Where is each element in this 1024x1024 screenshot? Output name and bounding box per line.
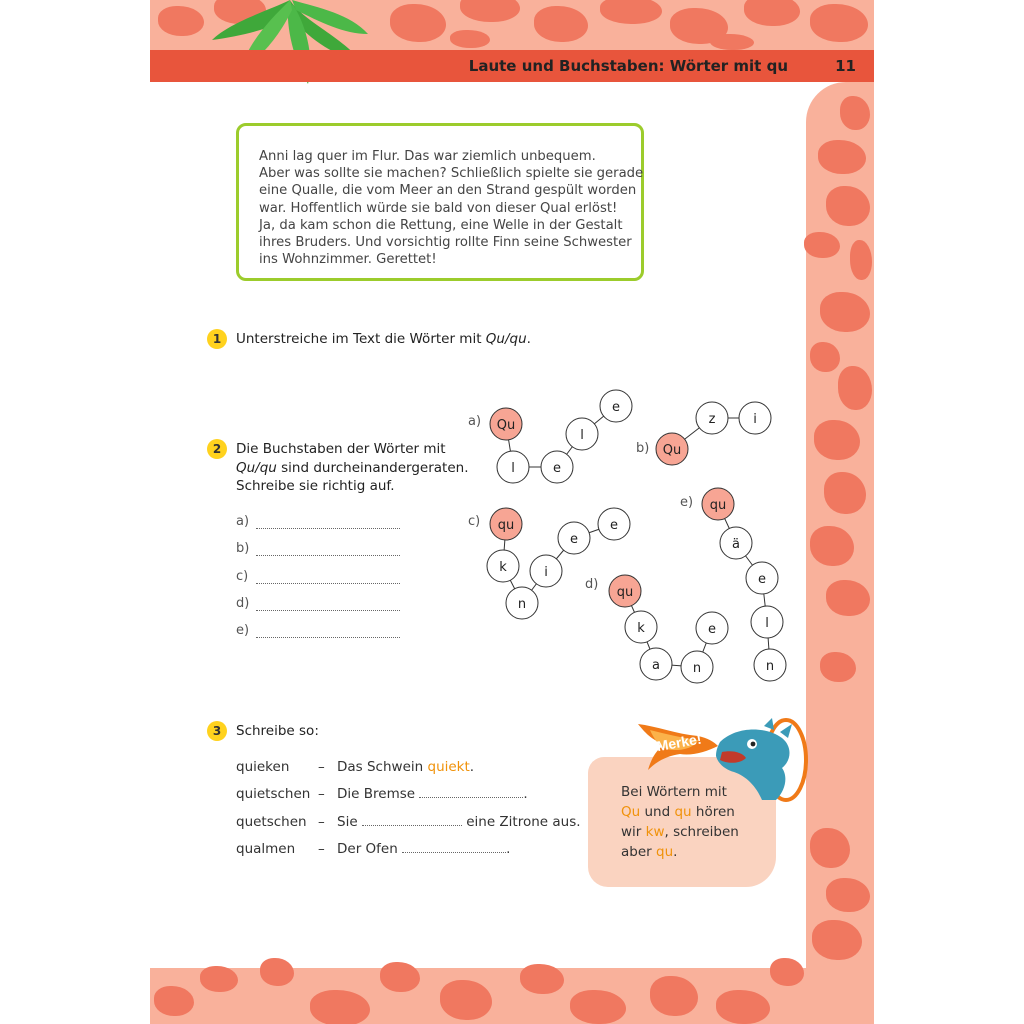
- bubble-letter: k: [499, 560, 507, 575]
- puzzle-label: d): [585, 577, 599, 592]
- bubble-letter: e: [758, 572, 766, 587]
- sentence: [337, 786, 528, 802]
- task2-text: sind durcheinandergeraten.: [276, 459, 469, 476]
- bubble-letter: z: [708, 412, 716, 427]
- dash: –: [318, 814, 325, 830]
- bubble-letter: qu: [709, 498, 727, 513]
- sentence-text: Die Bremse: [337, 786, 420, 802]
- task1-text: Unterstreiche im Text die Wörter mit: [236, 331, 486, 347]
- puzzle-d: [609, 575, 728, 683]
- sentence: [337, 759, 474, 775]
- merke-badge-text: Merke!: [655, 730, 703, 755]
- task1-italic: Qu/qu: [485, 331, 527, 347]
- verb: quetschen: [236, 814, 307, 830]
- merke-text-part: hören: [691, 804, 735, 820]
- bubble-letter: l: [580, 428, 584, 443]
- bubble-letter: ä: [732, 537, 740, 552]
- bubble-letter: k: [637, 621, 645, 636]
- verb: quietschen: [236, 786, 311, 802]
- verb: quieken: [236, 759, 290, 775]
- puzzle-e: [702, 488, 786, 681]
- bubble-letter: n: [517, 597, 527, 612]
- story-line: ihres Bruders. Und vorsichtig rollte Finn seine Schwester: [259, 235, 632, 251]
- task-number-badge: 1: [207, 329, 227, 349]
- story-line: war. Hoffentlich würde sie bald von dieser Qual erlöst!: [259, 200, 618, 216]
- page-number: 11: [835, 57, 856, 75]
- merke-text-part: , schreiben: [664, 824, 739, 840]
- task2-line: Die Buchstaben der Wörter mit: [236, 441, 446, 457]
- answer-label: d): [236, 596, 250, 611]
- merke-highlight: qu: [674, 804, 692, 820]
- task-number-badge: 3: [207, 721, 227, 741]
- bubble-letter: qu: [497, 518, 515, 533]
- puzzle-b: [656, 402, 771, 465]
- bubble-letter: i: [544, 565, 548, 580]
- answer-label: e): [236, 623, 250, 638]
- puzzle-a: [490, 390, 632, 483]
- merke-text-part: aber: [621, 844, 656, 860]
- sentence-text: Sie: [337, 814, 362, 830]
- task-number-badge: 2: [207, 439, 227, 459]
- puzzle-label: c): [468, 514, 481, 529]
- merke-text-part: .: [673, 844, 678, 860]
- bubble-letter: Qu: [662, 443, 682, 458]
- merke-line: [621, 802, 739, 822]
- sentence-text: Das Schwein: [337, 759, 428, 775]
- sentence-text: eine Zitrone aus.: [461, 814, 581, 830]
- story-line: Anni lag quer im Flur. Das war ziemlich unbequem.: [259, 149, 596, 164]
- bubble-letter: Qu: [496, 418, 516, 433]
- story-line: Ja, da kam schon die Rettung, eine Welle in der Gestalt: [259, 217, 623, 233]
- answer-line[interactable]: [362, 815, 462, 826]
- bubble-letter: n: [765, 659, 775, 674]
- puzzle-label: e): [680, 495, 694, 510]
- sentence-text: .: [469, 759, 475, 775]
- merke-line: [621, 822, 739, 842]
- task3-title: Schreibe so:: [236, 723, 319, 739]
- sentence: [337, 841, 510, 857]
- sentence-text: .: [506, 841, 511, 857]
- task2-italic: Qu/qu: [236, 459, 277, 476]
- dash: –: [318, 841, 325, 857]
- task2-line: Schreibe sie richtig auf.: [236, 478, 395, 494]
- bubble-letter: a: [652, 658, 660, 673]
- merke-badge: [646, 725, 716, 755]
- merke-text-part: wir: [621, 824, 646, 840]
- answer-label: c): [236, 569, 249, 584]
- sentence-text: .: [523, 786, 528, 802]
- answer-line[interactable]: [402, 842, 506, 853]
- story-line: ins Wohnzimmer. Gerettet!: [259, 252, 437, 268]
- bubble-letter: e: [612, 400, 620, 415]
- puzzle-c: [487, 508, 630, 619]
- puzzle-label: a): [468, 414, 482, 429]
- bubble-letter: e: [610, 518, 618, 533]
- merke-highlight: kw: [645, 824, 665, 840]
- story-line: eine Qualle, die vom Meer an den Strand gespült worden: [259, 183, 637, 199]
- bubble-letter: qu: [616, 585, 634, 600]
- bubble-letter: l: [511, 461, 515, 476]
- merke-line: Bei Wörtern mit: [621, 784, 727, 800]
- merke-text-part: und: [640, 804, 675, 820]
- bubble-letter: e: [708, 622, 716, 637]
- merke-line: [621, 842, 739, 862]
- sentence: [337, 814, 581, 830]
- sentence-text: Der Ofen: [337, 841, 403, 857]
- answer-label: b): [236, 541, 250, 556]
- answer-label: a): [236, 514, 250, 529]
- bubble-letter: i: [753, 412, 757, 427]
- merke-highlight: qu: [656, 844, 674, 860]
- bubble-letter: e: [553, 461, 561, 476]
- task1-period: .: [526, 331, 531, 347]
- answer-line[interactable]: [419, 787, 523, 798]
- merke-highlight: Qu: [621, 804, 641, 820]
- bubble-letter: l: [765, 616, 769, 631]
- bubble-letter: n: [692, 661, 702, 676]
- merke-text: [621, 782, 739, 862]
- bubble-letter: e: [570, 532, 578, 547]
- example-answer: quiekt: [427, 759, 470, 775]
- chapter-title: Laute und Buchstaben: Wörter mit qu: [468, 57, 788, 75]
- puzzle-label: b): [636, 441, 650, 456]
- dash: –: [318, 786, 325, 802]
- dash: –: [318, 759, 325, 775]
- verb: qualmen: [236, 841, 296, 857]
- story-line: Aber was sollte sie machen? Schließlich spielte sie gerade: [259, 166, 644, 182]
